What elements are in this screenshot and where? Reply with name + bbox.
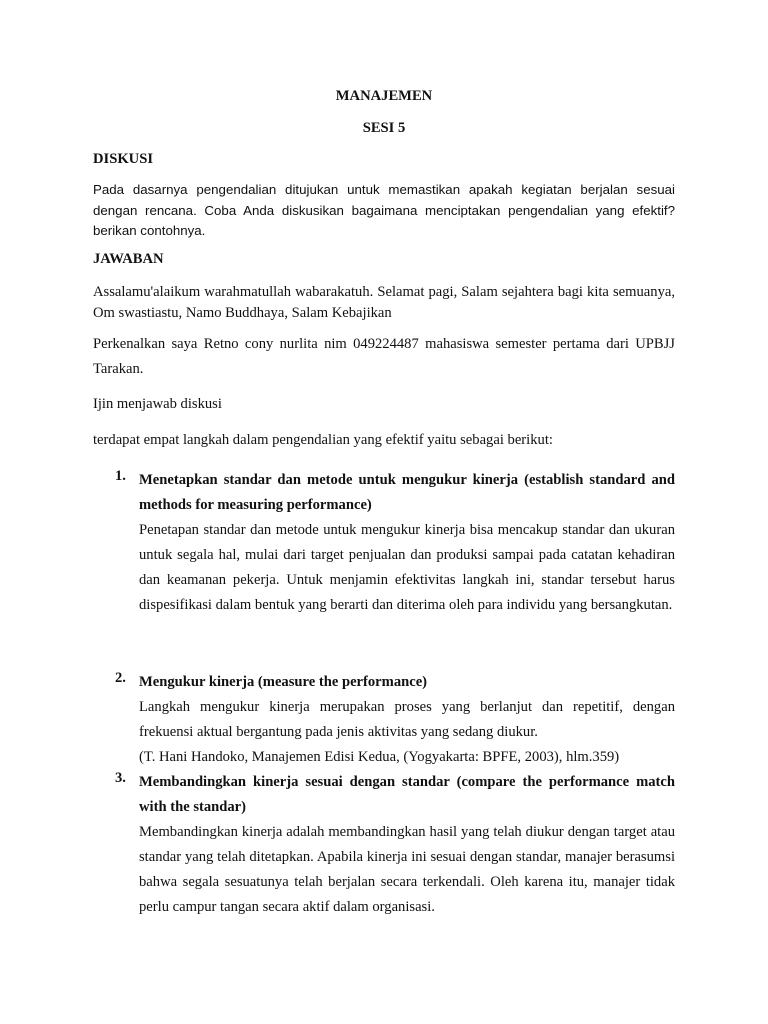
step-text: Membandingkan kinerja adalah membandingkan hasil yang telah diukur dengan target atau standar yang telah ditetapkan. Apabila kinerja ini sesuai dengan standar, manajer berasumsi bahwa segala sesuatunya telah berjalan secara terkendali. Oleh karena itu, manajer tidak perlu campur tangan secara aktif dalam organisasi.: [139, 824, 675, 915]
step-title: Mengukur kinerja (measure the performance): [139, 674, 428, 690]
discussion-heading: DISKUSI: [93, 151, 154, 167]
discussion-question: Pada dasarnya pengendalian ditujukan untuk memastikan apakah kegiatan berjalan sesuai dengan rencana. Coba Anda diskusikan bagaimana menciptakan pengendalian yang efektif? berikan contohnya.: [93, 182, 675, 238]
step-citation: (T. Hani Handoko, Manajemen Edisi Kedua, (Yogyakarta: BPFE, 2003), hlm.359): [139, 749, 620, 765]
list-number: 2.: [115, 670, 126, 686]
list-number: 1.: [115, 468, 126, 484]
step-title: Membandingkan kinerja sesuai dengan standar (compare the performance match with the standar): [139, 774, 675, 815]
list-body: [139, 468, 675, 618]
intro-paragraph: Perkenalkan saya Retno cony nurlita nim 049224487 mahasiswa semester pertama dari UPBJJ Tarakan.: [93, 336, 675, 377]
greeting-paragraph: Assalamu'alaikum warahmatullah wabarakatuh. Selamat pagi, Salam sejahtera bagi kita semuanya, Om swastiastu, Namo Buddhaya, Salam Kebajikan: [93, 284, 675, 321]
step-title: Menetapkan standar dan metode untuk mengukur kinerja (establish standard and methods for measuring performance): [139, 472, 675, 513]
list-body: [139, 770, 675, 920]
answer-heading: JAWABAN: [93, 251, 164, 267]
step-text: Langkah mengukur kinerja merupakan proses yang berlanjut dan repetitif, dengan frekuensi aktual bergantung pada jenis aktivitas yang sedang diukur.: [139, 699, 675, 740]
list-number: 3.: [115, 770, 126, 786]
session-title: SESI 5: [362, 120, 406, 136]
list-body: [139, 670, 675, 770]
document-title: MANAJEMEN: [335, 88, 433, 104]
permission-paragraph: Ijin menjawab diskusi: [93, 396, 222, 412]
step-text: Penetapan standar dan metode untuk mengukur kinerja bisa mencakup standar dan ukuran untuk segala hal, mulai dari target penjualan dan produksi sampai pada catatan kehadiran dan keamanan pekerja. Untuk menjamin efektivitas langkah ini, standar tersebut harus dispesifikasi dalam bentuk yang berarti dan diterima oleh para individu yang bersangkutan.: [139, 522, 675, 613]
lead-paragraph: terdapat empat langkah dalam pengendalian yang efektif yaitu sebagai berikut:: [93, 432, 553, 448]
